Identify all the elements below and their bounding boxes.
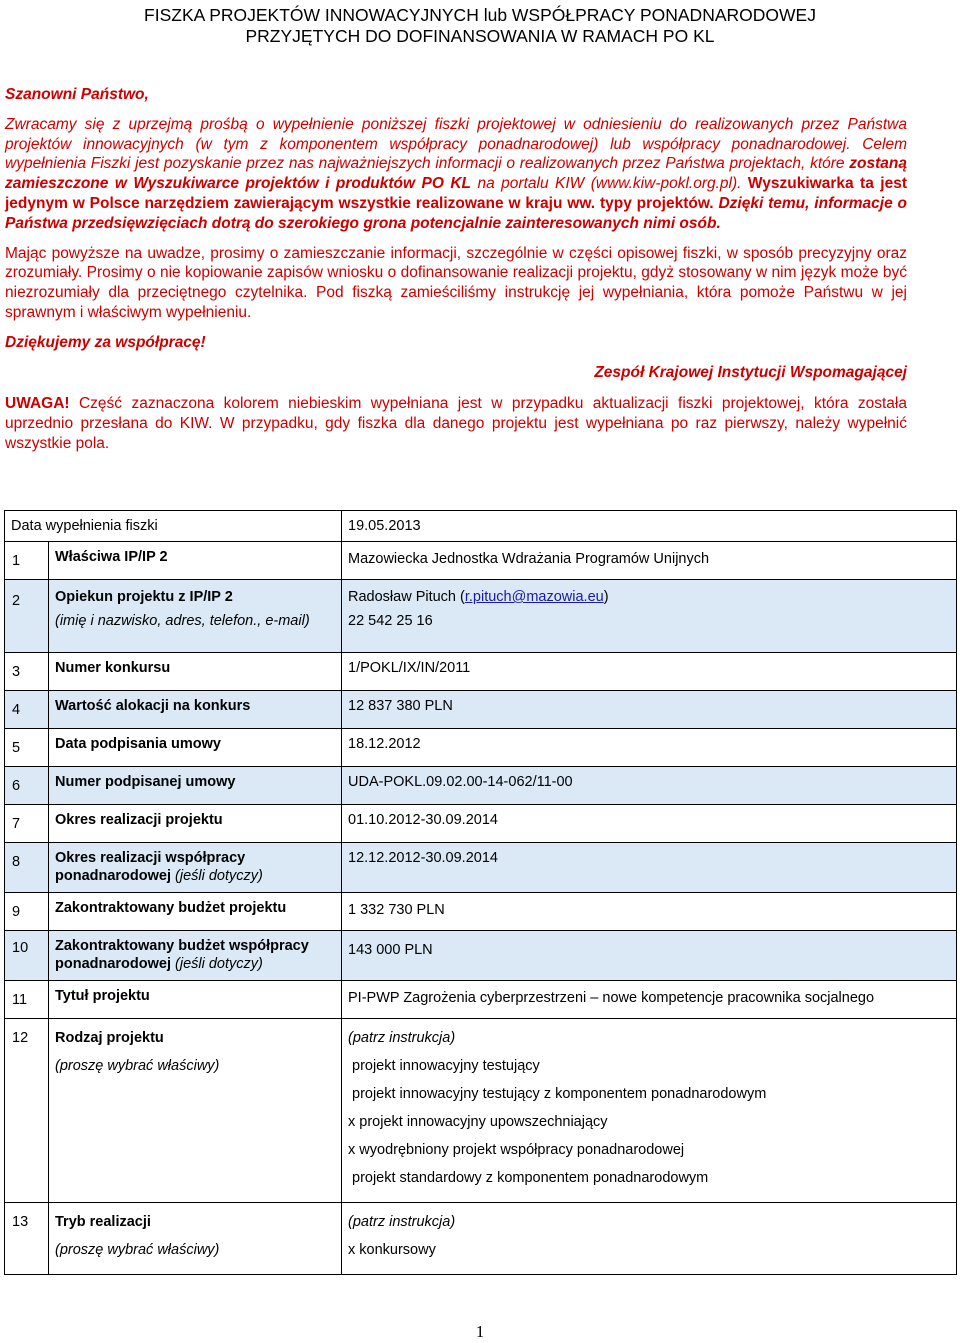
table-row xyxy=(5,729,957,767)
greeting: Szanowni Państwo, xyxy=(5,86,149,103)
row-number: 8 xyxy=(5,843,49,893)
title-line-2: PRZYJĘTYCH DO DOFINANSOWANIA W RAMACH PO KL xyxy=(245,26,715,46)
row-number: 7 xyxy=(5,805,49,843)
date-row xyxy=(5,511,957,542)
row-label xyxy=(49,931,342,981)
row-label xyxy=(49,1203,342,1275)
uwaga-label: UWAGA! xyxy=(5,395,70,413)
row-value[interactable]: 143 000 PLN xyxy=(342,931,957,981)
row-value[interactable]: Mazowiecka Jednostka Wdrażania Programów Unijnych xyxy=(342,542,957,580)
p1-b: zostaną zamieszczone w Wyszukiwarce projektów i produktów PO KL xyxy=(5,155,907,193)
page-number: 1 xyxy=(475,1322,485,1341)
row-number: 4 xyxy=(5,691,49,729)
row-label xyxy=(49,1019,342,1203)
table-row xyxy=(5,767,957,805)
row-label: Numer konkursu xyxy=(49,653,342,691)
project-type-option[interactable]: projekt innowacyjny testujący z komponentem ponadnarodowym xyxy=(352,1086,767,1102)
intro-letter xyxy=(5,85,907,464)
label-main: Opiekun projektu z IP/IP 2 xyxy=(55,589,233,605)
label-main: Zakontraktowany budżet współpracy ponadnarodowej xyxy=(55,938,309,972)
label-em: (jeśli dotyczy) xyxy=(175,868,263,884)
label-sub: (proszę wybrać właściwy) xyxy=(55,1058,220,1074)
table-row xyxy=(5,1019,957,1203)
row-value[interactable]: 12.12.2012-30.09.2014 xyxy=(342,843,957,893)
contact-close: ) xyxy=(603,589,609,605)
table-row xyxy=(5,981,957,1019)
row-value[interactable]: UDA-POKL.09.02.00-14-062/11-00 xyxy=(342,767,957,805)
p1-c: na portalu KIW (www.kiw-pokl.org.pl). xyxy=(471,175,748,193)
row-number: 9 xyxy=(5,893,49,931)
label-main: Tryb realizacji xyxy=(55,1214,151,1230)
mode-option-selected[interactable]: x konkursowy xyxy=(348,1242,436,1258)
row-value[interactable] xyxy=(342,580,957,653)
row-number: 3 xyxy=(5,653,49,691)
contact-phone: 22 542 25 16 xyxy=(348,613,433,629)
row-label: Tytuł projektu xyxy=(49,981,342,1019)
instruction-hint: (patrz instrukcja) xyxy=(348,1214,456,1230)
table-row xyxy=(5,893,957,931)
project-type-option-selected[interactable]: x wyodrębniony projekt współpracy ponadnarodowej xyxy=(348,1142,685,1158)
p1-a: Zwracamy się z uprzejmą prośbą o wypełnienie poniższej fiszki projektowej w odniesieniu do realizowanych przez Państwa projektów innowacyjnych (w tym z komponentem współpracy ponadnarodowej) lub współpracy ponadnarodowej. Celem wypełnienia Fiszki jest pozyskanie przez nas najważniejszych informacji o realizowanych przez Państwa projektach, które xyxy=(5,115,907,173)
label-main: Rodzaj projektu xyxy=(55,1030,164,1046)
label-main: Okres realizacji współpracy ponadnarodowej xyxy=(55,850,246,884)
row-number: 10 xyxy=(5,931,49,981)
contact-name: Radosław Pituch ( xyxy=(348,589,465,605)
document-title xyxy=(0,5,960,47)
project-form-table xyxy=(4,510,957,1275)
date-label: Data wypełnienia fiszki xyxy=(5,511,342,542)
project-type-option-selected[interactable]: x projekt innowacyjny upowszechniający xyxy=(348,1114,608,1130)
row-number: 2 xyxy=(5,580,49,653)
row-label: Właściwa IP/IP 2 xyxy=(49,542,342,580)
table-row xyxy=(5,580,957,653)
uwaga-paragraph xyxy=(5,394,907,453)
row-number: 5 xyxy=(5,729,49,767)
table-row xyxy=(5,931,957,981)
contact-email-link[interactable]: r.pituch@mazowia.eu xyxy=(464,589,604,605)
row-number: 11 xyxy=(5,981,49,1019)
project-type-option[interactable]: projekt standardowy z komponentem ponadnarodowym xyxy=(352,1170,709,1186)
row-number: 1 xyxy=(5,542,49,580)
signature: Zespół Krajowej Instytucji Wspomagającej xyxy=(594,363,907,381)
row-value[interactable]: 18.12.2012 xyxy=(342,729,957,767)
row-label xyxy=(49,843,342,893)
row-value[interactable]: PI-PWP Zagrożenia cyberprzestrzeni – nowe kompetencje pracownika socjalnego xyxy=(342,981,957,1019)
row-value[interactable]: 1/POKL/IX/IN/2011 xyxy=(342,653,957,691)
label-sub: (proszę wybrać właściwy) xyxy=(55,1242,220,1258)
row-label: Numer podpisanej umowy xyxy=(49,767,342,805)
thanks: Dziękujemy za współpracę! xyxy=(5,333,206,351)
table-row xyxy=(5,843,957,893)
label-sub: (imię i nazwisko, adres, telefon., e-mail) xyxy=(55,613,310,629)
table-row xyxy=(5,653,957,691)
row-label: Okres realizacji projektu xyxy=(49,805,342,843)
row-label: Wartość alokacji na konkurs xyxy=(49,691,342,729)
p1-e: Dzięki temu, informacje o Państwa przedsięwzięciach dotrą do szerokiego grona potencjalnie zainteresowanych nimi osób. xyxy=(5,194,908,232)
row-number: 13 xyxy=(5,1203,49,1275)
row-number: 12 xyxy=(5,1019,49,1203)
table-row xyxy=(5,542,957,580)
table-row xyxy=(5,805,957,843)
intro-paragraph-2: Mając powyższe na uwadze, prosimy o zamieszczanie informacji, szczególnie w części opisowej fiszki, w sposób precyzyjny oraz zrozumiały. Prosimy o nie kopiowanie zapisów wniosku o dofinansowanie realizacji projektu, gdyż stosowany w nim język może być niezrozumiały dla przeciętnego czytelnika. Pod fiszką zamieściliśmy instrukcję jej wypełniania, która pomoże Państwu w jej sprawnym i właściwym wypełnieniu. xyxy=(5,244,907,321)
row-number: 6 xyxy=(5,767,49,805)
uwaga-text: Część zaznaczona kolorem niebieskim wypełniana jest w przypadku aktualizacji fiszki projektowej, która została uprzednio przesłana do KIW. W przypadku, gdy fiszka dla danego projektu jest wypełniana po raz pierwszy, należy wypełnić wszystkie pola. xyxy=(5,395,907,452)
row-label xyxy=(49,580,342,653)
p1-d: Wyszukiwarka ta jest jedynym w Polsce narzędziem zawierającym wszystkie realizowane w kraju ww. typy projektów. xyxy=(5,175,907,212)
intro-paragraph-1 xyxy=(5,115,907,234)
row-label: Zakontraktowany budżet projektu xyxy=(49,893,342,931)
row-value[interactable]: 01.10.2012-30.09.2014 xyxy=(342,805,957,843)
instruction-hint: (patrz instrukcja) xyxy=(348,1030,456,1046)
row-value[interactable]: 12 837 380 PLN xyxy=(342,691,957,729)
row-label: Data podpisania umowy xyxy=(49,729,342,767)
row-value xyxy=(342,1019,957,1203)
table-row xyxy=(5,1203,957,1275)
title-line-1: FISZKA PROJEKTÓW INNOWACYJNYCH lub WSPÓŁPRACY PONADNARODOWEJ xyxy=(144,5,816,25)
table-row xyxy=(5,691,957,729)
label-em: (jeśli dotyczy) xyxy=(175,956,263,972)
project-type-option[interactable]: projekt innowacyjny testujący xyxy=(352,1058,540,1074)
row-value[interactable]: 1 332 730 PLN xyxy=(342,893,957,931)
row-value xyxy=(342,1203,957,1275)
date-value[interactable]: 19.05.2013 xyxy=(342,511,957,542)
